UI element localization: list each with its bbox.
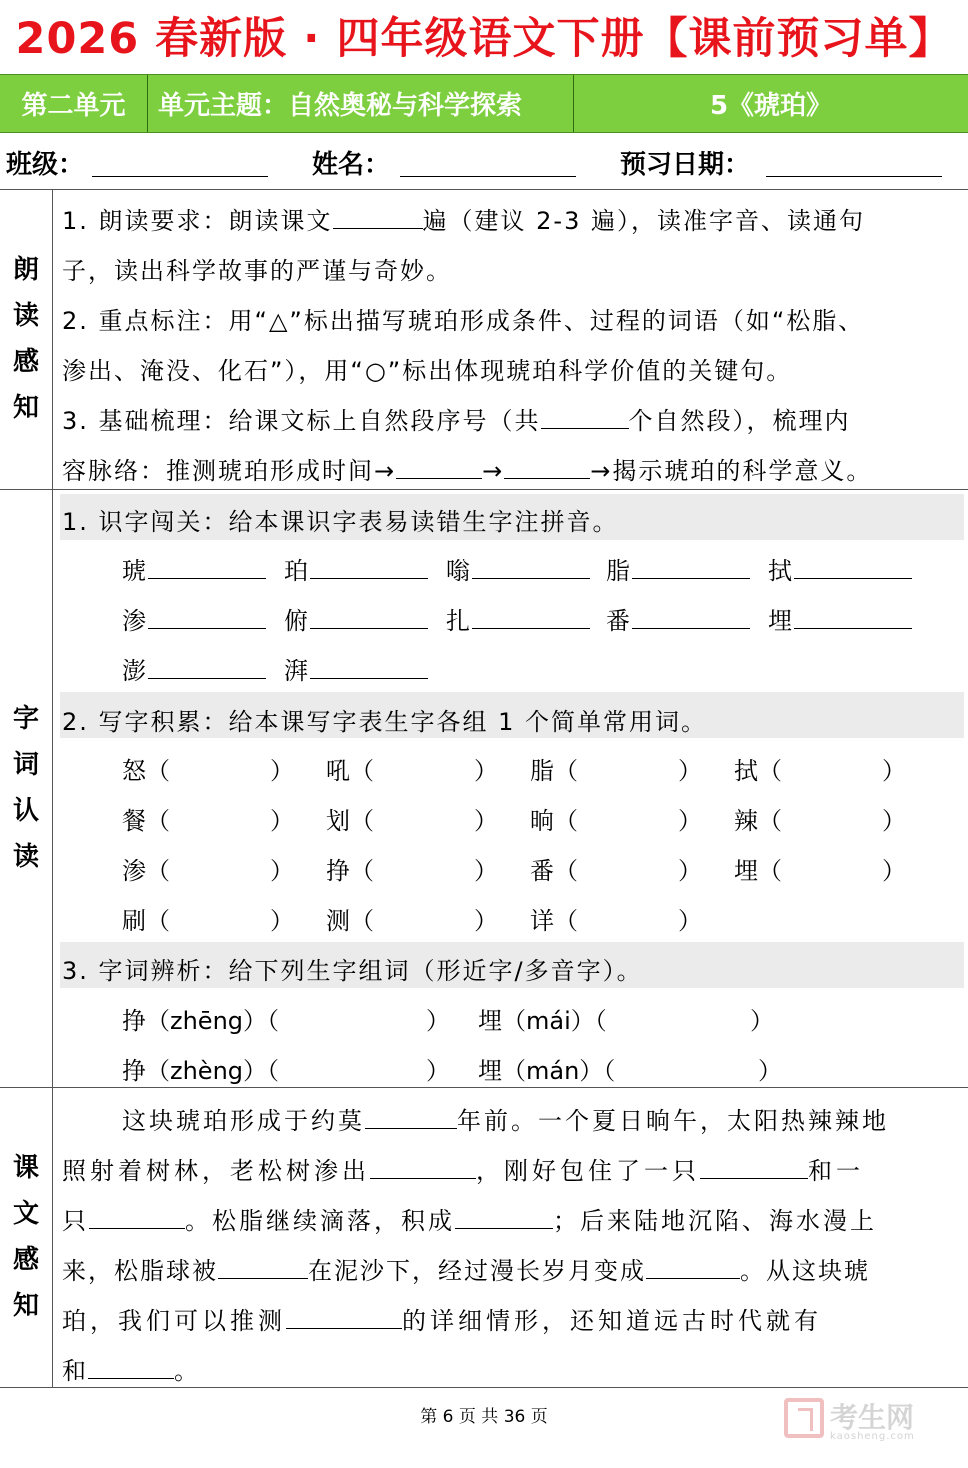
write-paren-open: （	[350, 857, 374, 885]
unit-label: 第二单元	[0, 75, 148, 132]
write-char: 吼	[326, 757, 350, 785]
write-paren-close: ）	[882, 857, 906, 885]
pinyin-char: 俯	[284, 607, 308, 635]
pinyin-blank[interactable]	[472, 604, 590, 629]
date-field[interactable]	[766, 176, 942, 177]
section-label-reading: 朗读感知	[13, 255, 40, 423]
pinyin-blank[interactable]	[794, 604, 912, 629]
watermark-logo-icon	[784, 1398, 824, 1438]
pinyin-char: 嗡	[446, 557, 470, 585]
write-char: 埋	[734, 857, 758, 885]
pinyin-item	[284, 651, 428, 686]
fill-blank[interactable]	[365, 1104, 457, 1129]
pinyin-blank[interactable]	[632, 554, 750, 579]
write-item	[530, 801, 702, 836]
write-paren-open: （	[554, 857, 578, 885]
pinyin-char: 澎	[122, 657, 146, 685]
reading-line: 容脉络：推测琥珀形成时间→ → →揭示琥珀的科学意义。	[62, 451, 872, 486]
pinyin-blank[interactable]	[310, 604, 428, 629]
write-paren-close: ）	[474, 757, 498, 785]
passage-line: 这块琥珀形成于约莫 年前。一个夏日晌午，太阳热辣辣地	[122, 1101, 889, 1136]
fill-blank[interactable]	[541, 404, 629, 429]
pinyin-char: 扎	[446, 607, 470, 635]
distinguish-item: 埋（mán）（	[478, 1057, 616, 1085]
write-item	[734, 801, 906, 836]
write-char: 餐	[122, 807, 146, 835]
pinyin-item	[446, 551, 590, 586]
write-paren-open: （	[758, 807, 782, 835]
pinyin-blank[interactable]	[632, 604, 750, 629]
fill-blank[interactable]	[89, 1204, 185, 1229]
passage-line: 只 。松脂继续滴落，积成 ；后来陆地沉陷、海水漫上	[62, 1201, 877, 1236]
pinyin-item	[284, 601, 428, 636]
watermark-name: 考生网	[830, 1401, 915, 1434]
fill-blank[interactable]	[396, 454, 482, 479]
pinyin-blank[interactable]	[310, 654, 428, 679]
write-paren-open: （	[350, 907, 374, 935]
fill-blank[interactable]	[455, 1204, 553, 1229]
write-char: 详	[530, 907, 554, 935]
reading-line: 3. 基础梳理：给课文标上自然段序号（共 个自然段），梳理内	[62, 401, 851, 436]
page-title: 2026 春新版 · 四年级语文下册【课前预习单】	[15, 13, 953, 64]
passage-line: 来，松脂球被 在泥沙下，经过漫长岁月变成 。从这块琥	[62, 1251, 870, 1286]
write-item	[326, 801, 498, 836]
pinyin-blank[interactable]	[310, 554, 428, 579]
write-char: 划	[326, 807, 350, 835]
write-paren-open: （	[146, 857, 170, 885]
fill-blank[interactable]	[286, 1304, 402, 1329]
lesson-title: 5《琥珀》	[709, 91, 833, 121]
write-item	[734, 751, 906, 786]
write-item	[530, 851, 702, 886]
name-label: 姓名：	[312, 150, 391, 180]
write-item	[326, 851, 498, 886]
pinyin-item	[446, 601, 590, 636]
write-item	[122, 751, 294, 786]
divider	[0, 489, 968, 490]
distinguish-close: ）	[758, 1057, 782, 1085]
student-info-row	[0, 140, 968, 185]
write-paren-open: （	[554, 907, 578, 935]
section-label-text: 课文感知	[13, 1153, 40, 1321]
write-paren-close: ）	[678, 807, 702, 835]
pinyin-item	[122, 651, 266, 686]
pinyin-item	[768, 601, 912, 636]
write-char: 脂	[530, 757, 554, 785]
page-number: 第 6 页 共 36 页	[420, 1407, 548, 1427]
pinyin-item	[122, 551, 266, 586]
write-item	[122, 851, 294, 886]
write-paren-close: ）	[270, 757, 294, 785]
write-paren-close: ）	[882, 757, 906, 785]
write-char: 拭	[734, 757, 758, 785]
fill-blank[interactable]	[504, 454, 590, 479]
write-item	[530, 901, 702, 936]
write-paren-open: （	[146, 907, 170, 935]
pinyin-item	[606, 601, 750, 636]
section-label-words: 字词认读	[13, 704, 40, 872]
distinguish-item: 挣（zhēng）（	[122, 1007, 280, 1035]
write-paren-open: （	[350, 757, 374, 785]
watermark	[784, 1398, 915, 1442]
divider	[0, 1387, 968, 1388]
write-paren-close: ）	[270, 807, 294, 835]
pinyin-blank[interactable]	[148, 554, 266, 579]
write-item	[530, 751, 702, 786]
write-paren-close: ）	[474, 907, 498, 935]
write-char: 辣	[734, 807, 758, 835]
pinyin-item	[122, 601, 266, 636]
divider	[0, 1087, 968, 1088]
pinyin-char: 脂	[606, 557, 630, 585]
write-char: 渗	[122, 857, 146, 885]
write-item	[326, 751, 498, 786]
date-label: 预习日期：	[620, 150, 751, 180]
write-paren-open: （	[146, 757, 170, 785]
fill-blank[interactable]	[700, 1154, 808, 1179]
reading-line: 渗出、淹没、化石”），用“○”标出体现琥珀科学价值的关键句。	[62, 357, 793, 385]
reading-line: 2. 重点标注：用“△”标出描写琥珀形成条件、过程的词语（如“松脂、	[62, 307, 865, 335]
passage-line: 珀，我们可以推测 的详细情形，还知道远古时代就有	[62, 1301, 822, 1336]
class-field[interactable]	[92, 176, 268, 177]
write-char: 怒	[122, 757, 146, 785]
write-char: 挣	[326, 857, 350, 885]
fill-blank[interactable]	[333, 204, 423, 229]
unit-banner	[0, 74, 968, 133]
write-heading: 2. 写字积累：给本课写字表生字各组 1 个简单常用词。	[62, 708, 708, 736]
pinyin-char: 番	[606, 607, 630, 635]
pinyin-char: 珀	[284, 557, 308, 585]
reading-line: 子，读出科学故事的严谨与奇妙。	[62, 257, 452, 285]
write-item	[326, 901, 498, 936]
write-char: 刷	[122, 907, 146, 935]
pinyin-char: 埋	[768, 607, 792, 635]
write-char: 晌	[530, 807, 554, 835]
write-item	[122, 901, 294, 936]
write-paren-open: （	[554, 757, 578, 785]
passage-line: 照射着树林，老松树渗出 ，刚好包住了一只 和一	[62, 1151, 864, 1186]
write-char: 测	[326, 907, 350, 935]
pinyin-item	[284, 551, 428, 586]
column-divider	[52, 189, 53, 1387]
passage-line: 和 。	[62, 1351, 200, 1386]
fill-blank[interactable]	[370, 1154, 476, 1179]
pinyin-char: 湃	[284, 657, 308, 685]
distinguish-close: ）	[426, 1007, 450, 1035]
pinyin-char: 拭	[768, 557, 792, 585]
distinguish-item: 埋（mái）（	[478, 1007, 607, 1035]
distinguish-close: ）	[750, 1007, 774, 1035]
pinyin-char: 渗	[122, 607, 146, 635]
watermark-url: kaosheng.com	[830, 1431, 915, 1442]
pinyin-blank[interactable]	[794, 554, 912, 579]
write-paren-close: ）	[270, 857, 294, 885]
write-item	[122, 801, 294, 836]
write-char: 番	[530, 857, 554, 885]
pinyin-blank[interactable]	[148, 604, 266, 629]
pinyin-item	[768, 551, 912, 586]
write-paren-open: （	[146, 807, 170, 835]
fill-blank[interactable]	[88, 1354, 174, 1379]
write-item	[734, 851, 906, 886]
distinguish-item: 挣（zhèng）（	[122, 1057, 280, 1085]
write-paren-open: （	[758, 857, 782, 885]
pinyin-blank[interactable]	[148, 654, 266, 679]
write-paren-close: ）	[474, 807, 498, 835]
class-label: 班级：	[6, 150, 85, 180]
write-paren-close: ）	[678, 757, 702, 785]
distinguish-heading: 3. 字词辨析：给下列生字组词（形近字/多音字）。	[62, 957, 643, 985]
write-paren-close: ）	[474, 857, 498, 885]
name-field[interactable]	[400, 176, 576, 177]
distinguish-close: ）	[426, 1057, 450, 1085]
write-paren-open: （	[350, 807, 374, 835]
pinyin-heading: 1. 识字闯关：给本课识字表易读错生字注拼音。	[62, 508, 619, 536]
write-paren-open: （	[554, 807, 578, 835]
write-paren-close: ）	[678, 907, 702, 935]
write-paren-close: ）	[270, 907, 294, 935]
fill-blank[interactable]	[218, 1254, 308, 1279]
write-paren-close: ）	[882, 807, 906, 835]
unit-theme: 单元主题：自然奥秘与科学探索	[148, 75, 574, 132]
fill-blank[interactable]	[646, 1254, 740, 1279]
write-paren-open: （	[758, 757, 782, 785]
write-paren-close: ）	[678, 857, 702, 885]
pinyin-blank[interactable]	[472, 554, 590, 579]
pinyin-char: 琥	[122, 557, 146, 585]
reading-line: 1. 朗读要求：朗读课文 遍（建议 2-3 遍），读准字音、读通句	[62, 201, 865, 236]
pinyin-item	[606, 551, 750, 586]
divider	[0, 189, 968, 190]
